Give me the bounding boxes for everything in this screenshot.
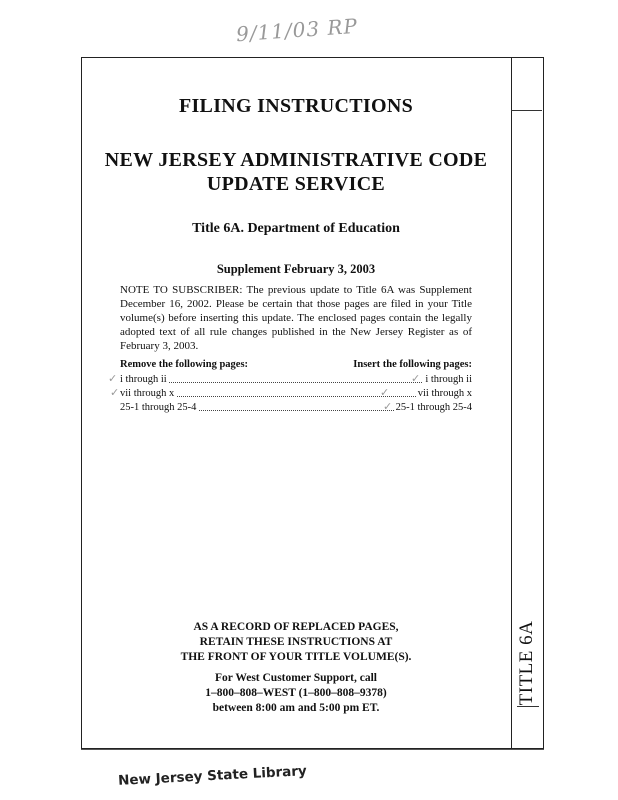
remove-pages: i through ii xyxy=(120,374,167,385)
remove-header: Remove the following pages: xyxy=(120,359,249,370)
insert-pages: i through ii xyxy=(425,374,472,385)
support-line-3: between 8:00 am and 5:00 pm ET. xyxy=(212,702,380,714)
support-line-2: 1–800–808–WEST (1–800–808–9378) xyxy=(205,687,387,699)
tab-top-rule xyxy=(511,110,542,111)
table-row xyxy=(120,388,472,401)
side-tab-rule xyxy=(517,706,539,707)
supplement-date: Supplement February 3, 2003 xyxy=(216,262,376,276)
support-line-1: For West Customer Support, call xyxy=(215,672,377,684)
support-info xyxy=(81,671,511,716)
record-notice xyxy=(81,620,511,665)
subscriber-note: NOTE TO SUBSCRIBER: The previous update to Title 6A was Supplement December 16, 2002. Please be certain that those pages are filed in your Title volume(s) before inserting this update. The enclosed pages contain the legally adopted text of all rule changes published in the New Jersey Register as of February 3, 2003. xyxy=(120,284,472,352)
remove-pages: 25-1 through 25-4 xyxy=(120,402,197,413)
record-line-2: RETAIN THESE INSTRUCTIONS AT xyxy=(199,636,393,648)
remove-pages: vii through x xyxy=(120,388,175,399)
subtitle-line-1: NEW JERSEY ADMINISTRATIVE CODE xyxy=(104,149,488,171)
page-title: FILING INSTRUCTIONS xyxy=(178,95,414,117)
subtitle xyxy=(81,148,511,196)
insert-header: Insert the following pages: xyxy=(353,359,472,370)
table-row xyxy=(120,402,472,415)
insert-pages: vii through x xyxy=(417,388,472,399)
record-line-3: THE FRONT OF YOUR TITLE VOLUME(S). xyxy=(180,651,412,663)
record-line-1: AS A RECORD OF REPLACED PAGES, xyxy=(193,621,399,633)
side-tab-label: TITLE 6A xyxy=(516,620,537,706)
library-stamp: New Jersey State Library xyxy=(117,763,308,789)
bottom-rule xyxy=(81,749,544,750)
insert-pages: 25-1 through 25-4 xyxy=(395,402,472,413)
check-mark-icon: ✓ xyxy=(380,387,390,399)
subtitle-line-2: UPDATE SERVICE xyxy=(206,173,386,195)
check-mark-icon: ✓ xyxy=(383,401,393,413)
check-mark-icon: ✓ xyxy=(411,373,421,385)
title-name: Title 6A. Department of Education xyxy=(192,221,400,236)
check-mark-icon: ✓ xyxy=(110,387,120,399)
handwritten-note: 9/11/03 RP xyxy=(235,13,359,47)
check-mark-icon: ✓ xyxy=(108,373,118,385)
side-tab xyxy=(512,613,542,713)
pages-table-header xyxy=(120,359,472,370)
